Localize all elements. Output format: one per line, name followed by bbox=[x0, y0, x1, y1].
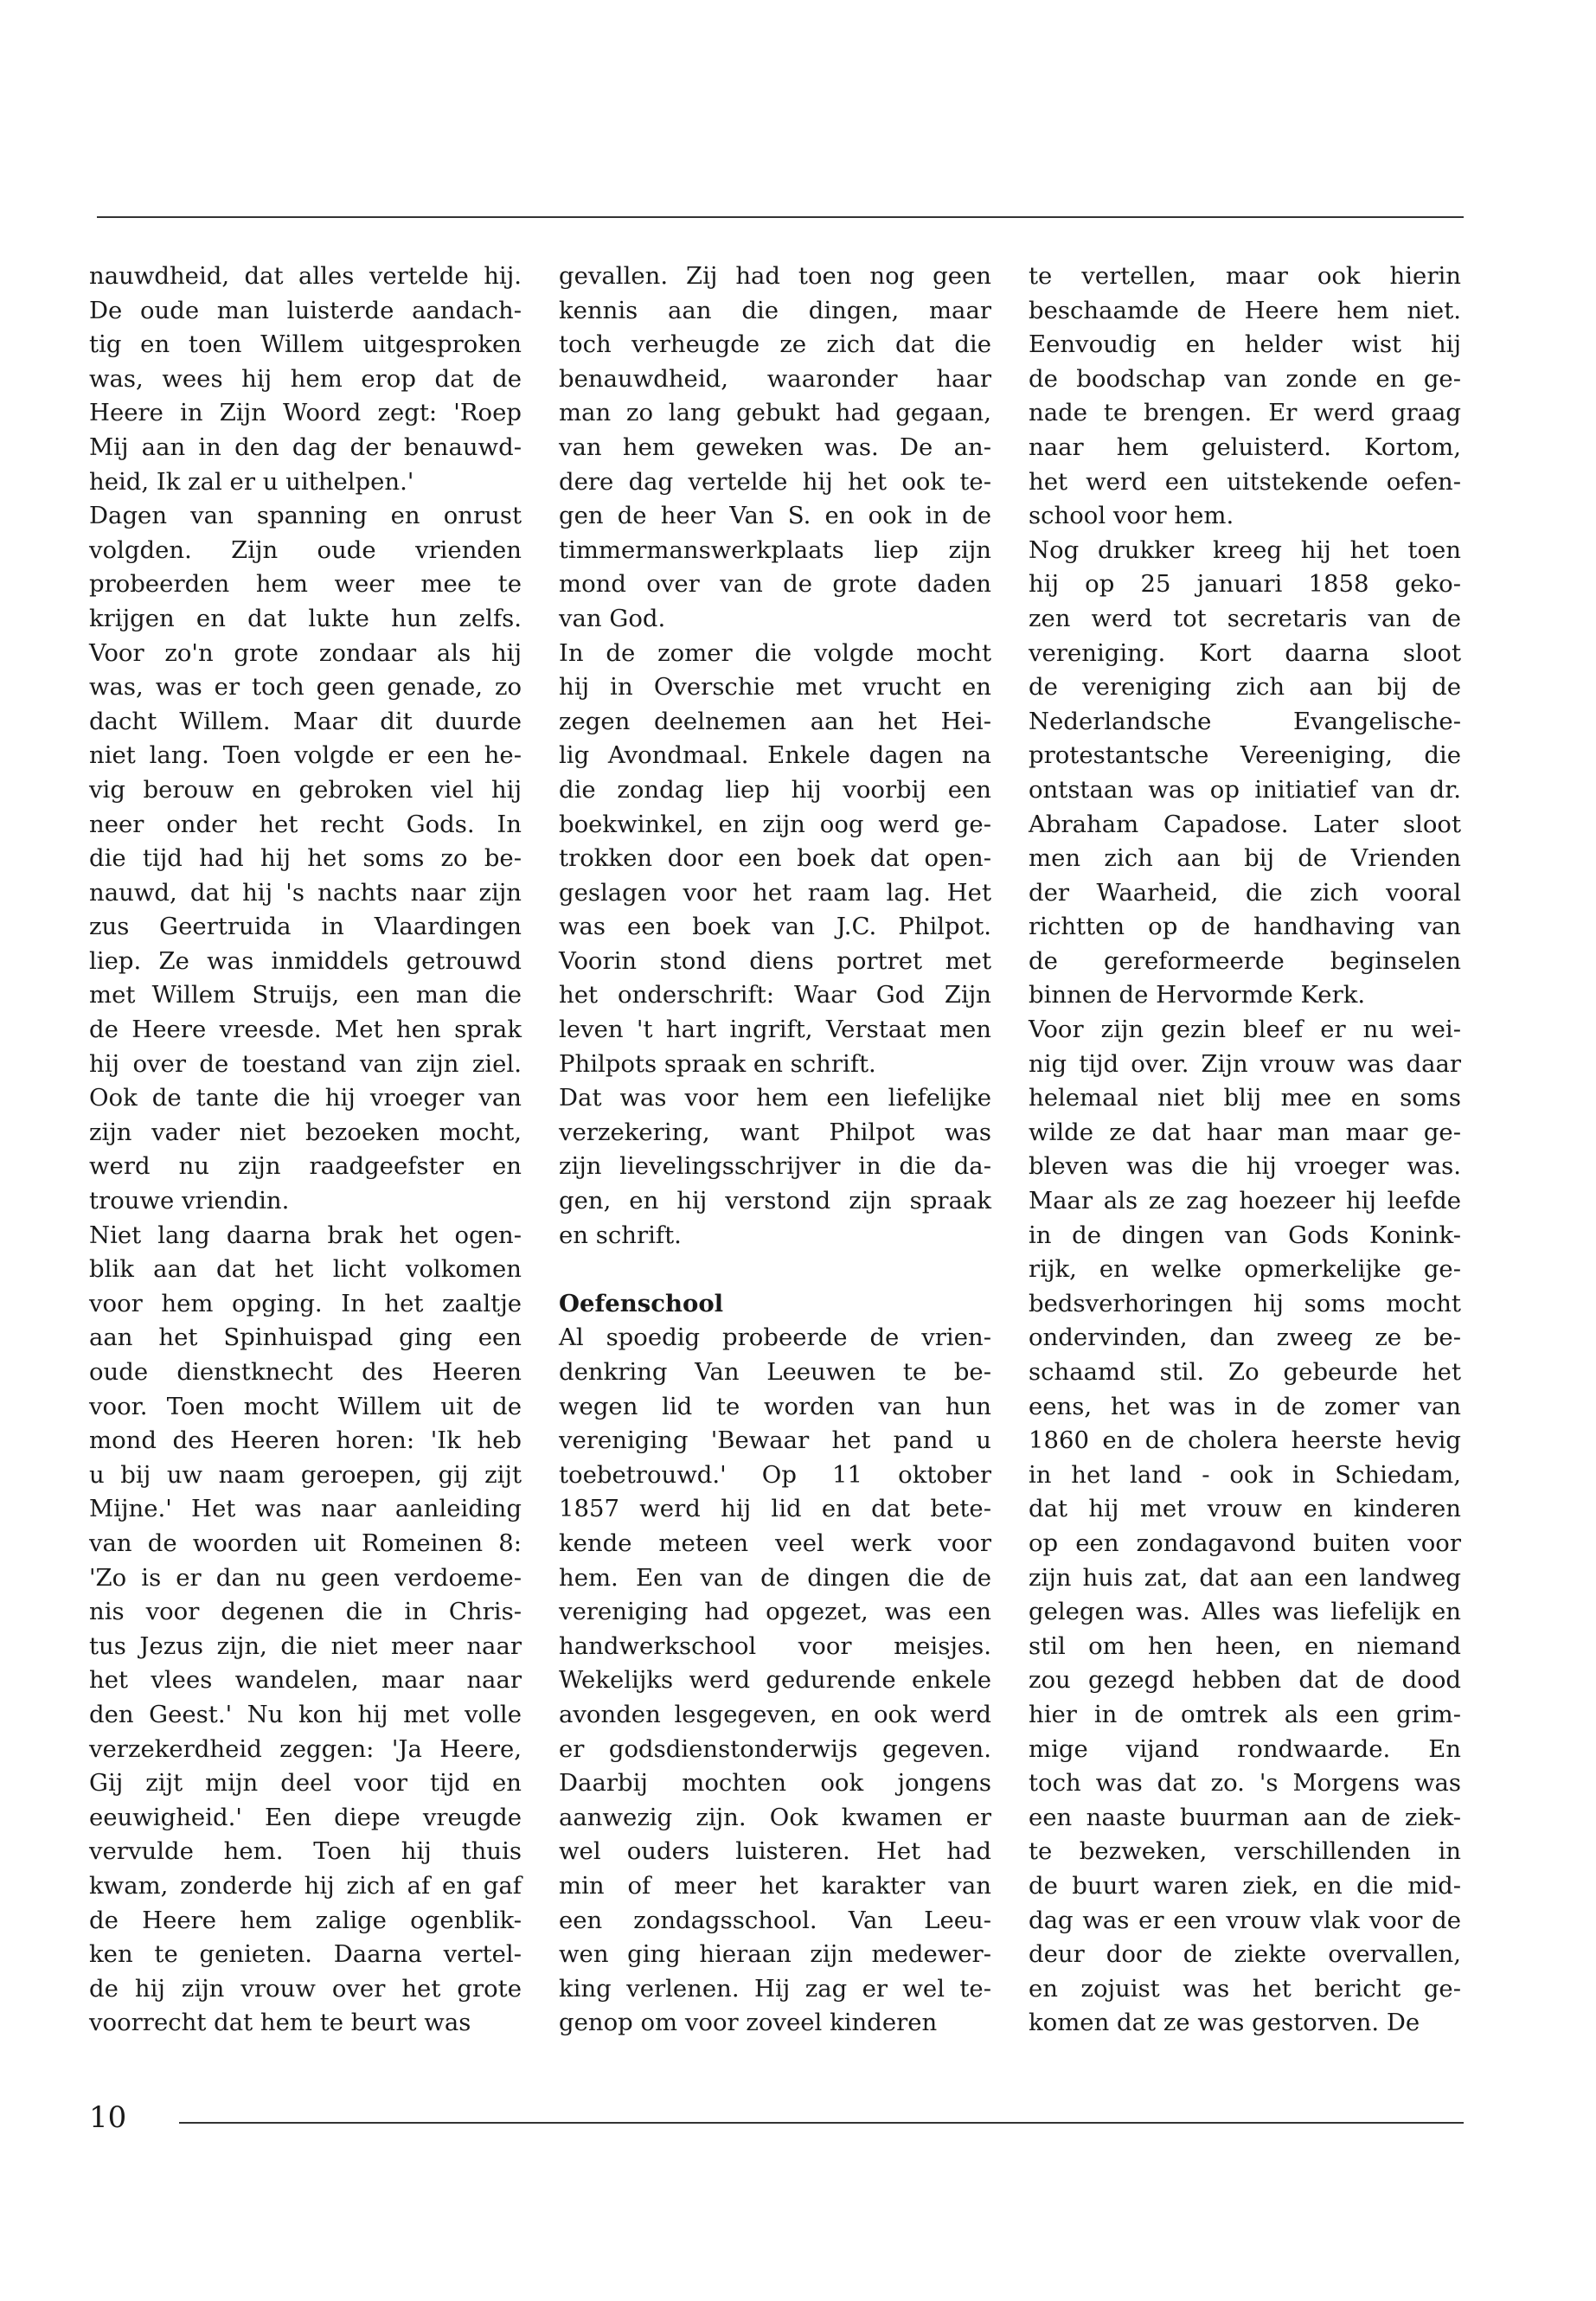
text-line: Ook de tante die hij vroeger van bbox=[89, 1084, 522, 1112]
text-line: het werd een uitstekende oefen- bbox=[1029, 467, 1461, 496]
text-line: de vereniging zich aan bij de bbox=[1029, 673, 1461, 702]
text-line: Maar als ze zag hoezeer hij leefde bbox=[1029, 1187, 1461, 1215]
text-line: nig tijd over. Zijn vrouw was daar bbox=[1029, 1049, 1461, 1078]
text-line: Dagen van spanning en onrust bbox=[89, 502, 522, 530]
text-line: hij over de toestand van zijn ziel. bbox=[89, 1049, 522, 1078]
text-line: avonden lesgegeven, en ook werd bbox=[559, 1700, 991, 1728]
text-line: eeuwigheid.' Een diepe vreugde bbox=[89, 1803, 522, 1831]
text-line: voor hem opging. In het zaaltje bbox=[89, 1289, 522, 1317]
text-line: die tijd had hij het soms zo be- bbox=[89, 844, 522, 873]
text-line: Heere in Zijn Woord zegt: 'Roep bbox=[89, 399, 522, 427]
text-line: gen de heer Van S. en ook in de bbox=[559, 502, 991, 530]
text-line: nade te brengen. Er werd graag bbox=[1029, 399, 1461, 427]
text-line: handwerkschool voor meisjes. bbox=[559, 1631, 991, 1660]
text-line: Voor zijn gezin bleef er nu wei- bbox=[1029, 1016, 1461, 1044]
text-line: de hij zijn vrouw over het grote bbox=[89, 1974, 522, 2003]
text-line: tig en toen Willem uitgesproken bbox=[89, 330, 522, 359]
text-line: gevallen. Zij had toen nog geen bbox=[559, 262, 991, 290]
text-line: zus Geertruida in Vlaardingen bbox=[89, 913, 522, 941]
text-line: richtten op de handhaving van bbox=[1029, 913, 1461, 941]
text-line: deur door de ziekte overvallen, bbox=[1029, 1940, 1461, 1969]
text-line: mige vijand rondwaarde. En bbox=[1029, 1734, 1461, 1763]
text-line: vereniging. Kort daarna sloot bbox=[1029, 638, 1461, 667]
text-line: De oude man luisterde aandach- bbox=[89, 296, 522, 324]
text-line: dag was er een vrouw vlak voor de bbox=[1029, 1906, 1461, 1934]
text-line: in de dingen van Gods Konink- bbox=[1029, 1221, 1461, 1249]
text-line: genop om voor zoveel kinderen bbox=[559, 2009, 938, 2037]
text-line: volgden. Zijn oude vrienden bbox=[89, 535, 522, 564]
text-line: kwam, zonderde hij zich af en gaf bbox=[89, 1871, 522, 1900]
text-line: Abraham Capadose. Later sloot bbox=[1029, 810, 1461, 838]
text-line: eens, het was in de zomer van bbox=[1029, 1392, 1461, 1420]
text-line: een zondagsschool. Van Leeu- bbox=[559, 1906, 991, 1934]
text-line: nauwd, dat hij 's nachts naar zijn bbox=[89, 878, 522, 907]
text-line: man zo lang gebukt had gegaan, bbox=[559, 399, 991, 427]
text-line: Dat was voor hem een liefelijke bbox=[559, 1084, 991, 1112]
text-line: Al spoedig probeerde de vrien- bbox=[559, 1324, 991, 1352]
text-line: gen, en hij verstond zijn spraak bbox=[559, 1187, 991, 1215]
text-line: op een zondagavond buiten voor bbox=[1029, 1529, 1461, 1557]
text-line: de gereformeerde beginselen bbox=[1029, 946, 1461, 975]
text-line: lig Avondmaal. Enkele dagen na bbox=[559, 741, 991, 770]
text-line: Daarbij mochten ook jongens bbox=[559, 1769, 991, 1798]
text-line: der Waarheid, die zich vooral bbox=[1029, 878, 1461, 907]
text-line: ondervinden, dan zweeg ze be- bbox=[1029, 1324, 1461, 1352]
text-line: mond des Heeren horen: 'Ik heb bbox=[89, 1426, 522, 1455]
text-line: die zondag liep hij voorbij een bbox=[559, 775, 991, 804]
text-column-2 bbox=[559, 260, 991, 2041]
text-line: van hem geweken was. De an- bbox=[559, 433, 991, 461]
text-line: liep. Ze was inmiddels getrouwd bbox=[89, 946, 522, 975]
text-line: de boodschap van zonde en ge- bbox=[1029, 364, 1461, 393]
text-line: ken te genieten. Daarna vertel- bbox=[89, 1940, 522, 1969]
text-line: dacht Willem. Maar dit duurde bbox=[89, 707, 522, 735]
text-line: beschaamde de Heere hem niet. bbox=[1029, 296, 1461, 324]
text-line: werd nu zijn raadgeefster en bbox=[89, 1152, 522, 1181]
text-line: bleven was die hij vroeger was. bbox=[1029, 1152, 1461, 1181]
text-line: dat hij met vrouw en kinderen bbox=[1029, 1495, 1461, 1523]
text-line: leven 't hart ingrift, Verstaat men bbox=[559, 1016, 991, 1044]
text-line: hij in Overschie met vrucht en bbox=[559, 673, 991, 702]
text-line: benauwdheid, waaronder haar bbox=[559, 364, 991, 393]
text-line: 'Zo is er dan nu geen verdoeme- bbox=[89, 1563, 522, 1592]
text-line: hem. Een van de dingen die de bbox=[559, 1563, 991, 1592]
text-line: In de zomer die volgde mocht bbox=[559, 638, 991, 667]
text-line: Gij zijt mijn deel voor tijd en bbox=[89, 1769, 522, 1798]
text-line: Wekelijks werd gedurende enkele bbox=[559, 1666, 991, 1695]
text-line: Mijne.' Het was naar aanleiding bbox=[89, 1495, 522, 1523]
text-line: in het land - ook in Schiedam, bbox=[1029, 1460, 1461, 1489]
text-line: aan het Spinhuispad ging een bbox=[89, 1324, 522, 1352]
bottom-rule bbox=[179, 2122, 1464, 2124]
text-line: de Heere vreesde. Met hen sprak bbox=[89, 1016, 522, 1044]
text-line: Voor zo'n grote zondaar als hij bbox=[89, 638, 522, 667]
text-line: zijn lievelingsschrijver in die da- bbox=[559, 1152, 991, 1181]
text-line: naar hem geluisterd. Kortom, bbox=[1029, 433, 1461, 461]
text-line: wel ouders luisteren. Het had bbox=[559, 1837, 991, 1866]
top-rule bbox=[97, 216, 1464, 218]
text-line: helemaal niet blij mee en soms bbox=[1029, 1084, 1461, 1112]
text-line: ontstaan was op initiatief van dr. bbox=[1029, 775, 1461, 804]
text-line: timmermanswerkplaats liep zijn bbox=[559, 535, 991, 564]
text-line: nis voor degenen die in Chris- bbox=[89, 1598, 522, 1626]
text-line: toebetrouwd.' Op 11 oktober bbox=[559, 1460, 991, 1489]
text-line: stil om hen heen, en niemand bbox=[1029, 1631, 1461, 1660]
text-line: gelegen was. Alles was liefelijk en bbox=[1029, 1598, 1461, 1626]
text-line: de buurt waren ziek, en die mid- bbox=[1029, 1871, 1461, 1900]
section-heading: Oefenschool bbox=[559, 1289, 724, 1317]
text-line: 1857 werd hij lid en dat bete- bbox=[559, 1495, 991, 1523]
text-line: een naaste buurman aan de ziek- bbox=[1029, 1803, 1461, 1831]
text-line: Mij aan in den dag der benauwd- bbox=[89, 433, 522, 461]
text-line: zegen deelnemen aan het Hei- bbox=[559, 707, 991, 735]
text-line: mond over van de grote daden bbox=[559, 570, 991, 599]
text-line: school voor hem. bbox=[1029, 502, 1234, 530]
text-line: was een boek van J.C. Philpot. bbox=[559, 913, 991, 941]
text-line: men zich aan bij de Vrienden bbox=[1029, 844, 1461, 873]
text-line: te vertellen, maar ook hierin bbox=[1029, 262, 1461, 290]
text-line: Nog drukker kreeg hij het toen bbox=[1029, 535, 1461, 564]
text-line: boekwinkel, en zijn oog werd ge- bbox=[559, 810, 991, 838]
text-line: toch verheugde ze zich dat die bbox=[559, 330, 991, 359]
text-line: hij op 25 januari 1858 geko- bbox=[1029, 570, 1461, 599]
text-line: u bij uw naam geroepen, gij zijt bbox=[89, 1460, 522, 1489]
text-line: er godsdienstonderwijs gegeven. bbox=[559, 1734, 991, 1763]
text-line: probeerden hem weer mee te bbox=[89, 570, 522, 599]
text-line: verzekerdheid zeggen: 'Ja Heere, bbox=[89, 1734, 522, 1763]
text-line: den Geest.' Nu kon hij met volle bbox=[89, 1700, 522, 1728]
text-line: en schrift. bbox=[559, 1221, 682, 1249]
text-line: schaamd stil. Zo gebeurde het bbox=[1029, 1358, 1461, 1386]
text-line: niet lang. Toen volgde er een he- bbox=[89, 741, 522, 770]
text-line: tus Jezus zijn, die niet meer naar bbox=[89, 1631, 522, 1660]
text-line: zen werd tot secretaris van de bbox=[1029, 604, 1461, 632]
text-column-3 bbox=[1029, 260, 1461, 2041]
text-line: bedsverhoringen hij soms mocht bbox=[1029, 1289, 1461, 1317]
text-line: de Heere hem zalige ogenblik- bbox=[89, 1906, 522, 1934]
text-line: krijgen en dat lukte hun zelfs. bbox=[89, 604, 522, 632]
text-line: geslagen voor het raam lag. Het bbox=[559, 878, 991, 907]
text-line: oude dienstknecht des Heeren bbox=[89, 1358, 522, 1386]
text-line: nauwdheid, dat alles vertelde hij. bbox=[89, 262, 522, 290]
text-line: Philpots spraak en schrift. bbox=[559, 1049, 876, 1078]
text-line: van de woorden uit Romeinen 8: bbox=[89, 1529, 522, 1557]
text-line: vereniging had opgezet, was een bbox=[559, 1598, 991, 1626]
text-line: denkring Van Leeuwen te be- bbox=[559, 1358, 991, 1386]
text-line: blik aan dat het licht volkomen bbox=[89, 1255, 522, 1284]
text-line: te bezweken, verschillenden in bbox=[1029, 1837, 1461, 1866]
text-line: zijn huis zat, dat aan een landweg bbox=[1029, 1563, 1461, 1592]
text-line: toch was dat zo. 's Morgens was bbox=[1029, 1769, 1461, 1798]
text-line: 1860 en de cholera heerste hevig bbox=[1029, 1426, 1461, 1455]
spacer bbox=[559, 1253, 991, 1287]
text-line: het vlees wandelen, maar naar bbox=[89, 1666, 522, 1695]
text-line: vereniging 'Bewaar het pand u bbox=[559, 1426, 991, 1455]
text-line: vervulde hem. Toen hij thuis bbox=[89, 1837, 522, 1866]
text-line: was, was er toch geen genade, zo bbox=[89, 673, 522, 702]
text-line: Voorin stond diens portret met bbox=[559, 946, 991, 975]
text-line: binnen de Hervormde Kerk. bbox=[1029, 981, 1366, 1009]
text-line: verzekering, want Philpot was bbox=[559, 1118, 991, 1146]
text-line: zijn vader niet bezoeken mocht, bbox=[89, 1118, 522, 1146]
text-line: komen dat ze was gestorven. De bbox=[1029, 2009, 1420, 2037]
text-line: voorrecht dat hem te beurt was bbox=[89, 2009, 471, 2037]
text-line: voor. Toen mocht Willem uit de bbox=[89, 1392, 522, 1420]
text-line: het onderschrift: Waar God Zijn bbox=[559, 981, 991, 1009]
text-line: wilde ze dat haar man maar ge- bbox=[1029, 1118, 1461, 1146]
text-line: en zojuist was het bericht ge- bbox=[1029, 1974, 1461, 2003]
page-number: 10 bbox=[89, 2100, 127, 2135]
text-line: zou gezegd hebben dat de dood bbox=[1029, 1666, 1461, 1695]
text-line: protestantsche Vereeniging, die bbox=[1029, 741, 1461, 770]
text-line: met Willem Struijs, een man die bbox=[89, 981, 522, 1009]
text-line: kennis aan die dingen, maar bbox=[559, 296, 991, 324]
text-line: aanwezig zijn. Ook kwamen er bbox=[559, 1803, 991, 1831]
text-line: wen ging hieraan zijn medewer- bbox=[559, 1940, 991, 1969]
text-line: trouwe vriendin. bbox=[89, 1187, 290, 1215]
text-line: rijk, en welke opmerkelijke ge- bbox=[1029, 1255, 1461, 1284]
text-line: neer onder het recht Gods. In bbox=[89, 810, 522, 838]
text-line: was, wees hij hem erop dat de bbox=[89, 364, 522, 393]
text-line: kende meteen veel werk voor bbox=[559, 1529, 991, 1557]
text-line: Niet lang daarna brak het ogen- bbox=[89, 1221, 522, 1249]
text-line: Eenvoudig en helder wist hij bbox=[1029, 330, 1461, 359]
text-line: hier in de omtrek als een grim- bbox=[1029, 1700, 1461, 1728]
text-line: wegen lid te worden van hun bbox=[559, 1392, 991, 1420]
text-line: Nederlandsche Evangelische- bbox=[1029, 707, 1461, 735]
text-line: trokken door een boek dat open- bbox=[559, 844, 991, 873]
text-line: king verlenen. Hij zag er wel te- bbox=[559, 1974, 991, 2003]
text-line: dere dag vertelde hij het ook te- bbox=[559, 467, 991, 496]
text-line: min of meer het karakter van bbox=[559, 1871, 991, 1900]
text-line: vig berouw en gebroken viel hij bbox=[89, 775, 522, 804]
text-column-1 bbox=[89, 260, 522, 2041]
text-line: van God. bbox=[559, 604, 666, 632]
text-line: heid, Ik zal er u uithelpen.' bbox=[89, 467, 414, 496]
